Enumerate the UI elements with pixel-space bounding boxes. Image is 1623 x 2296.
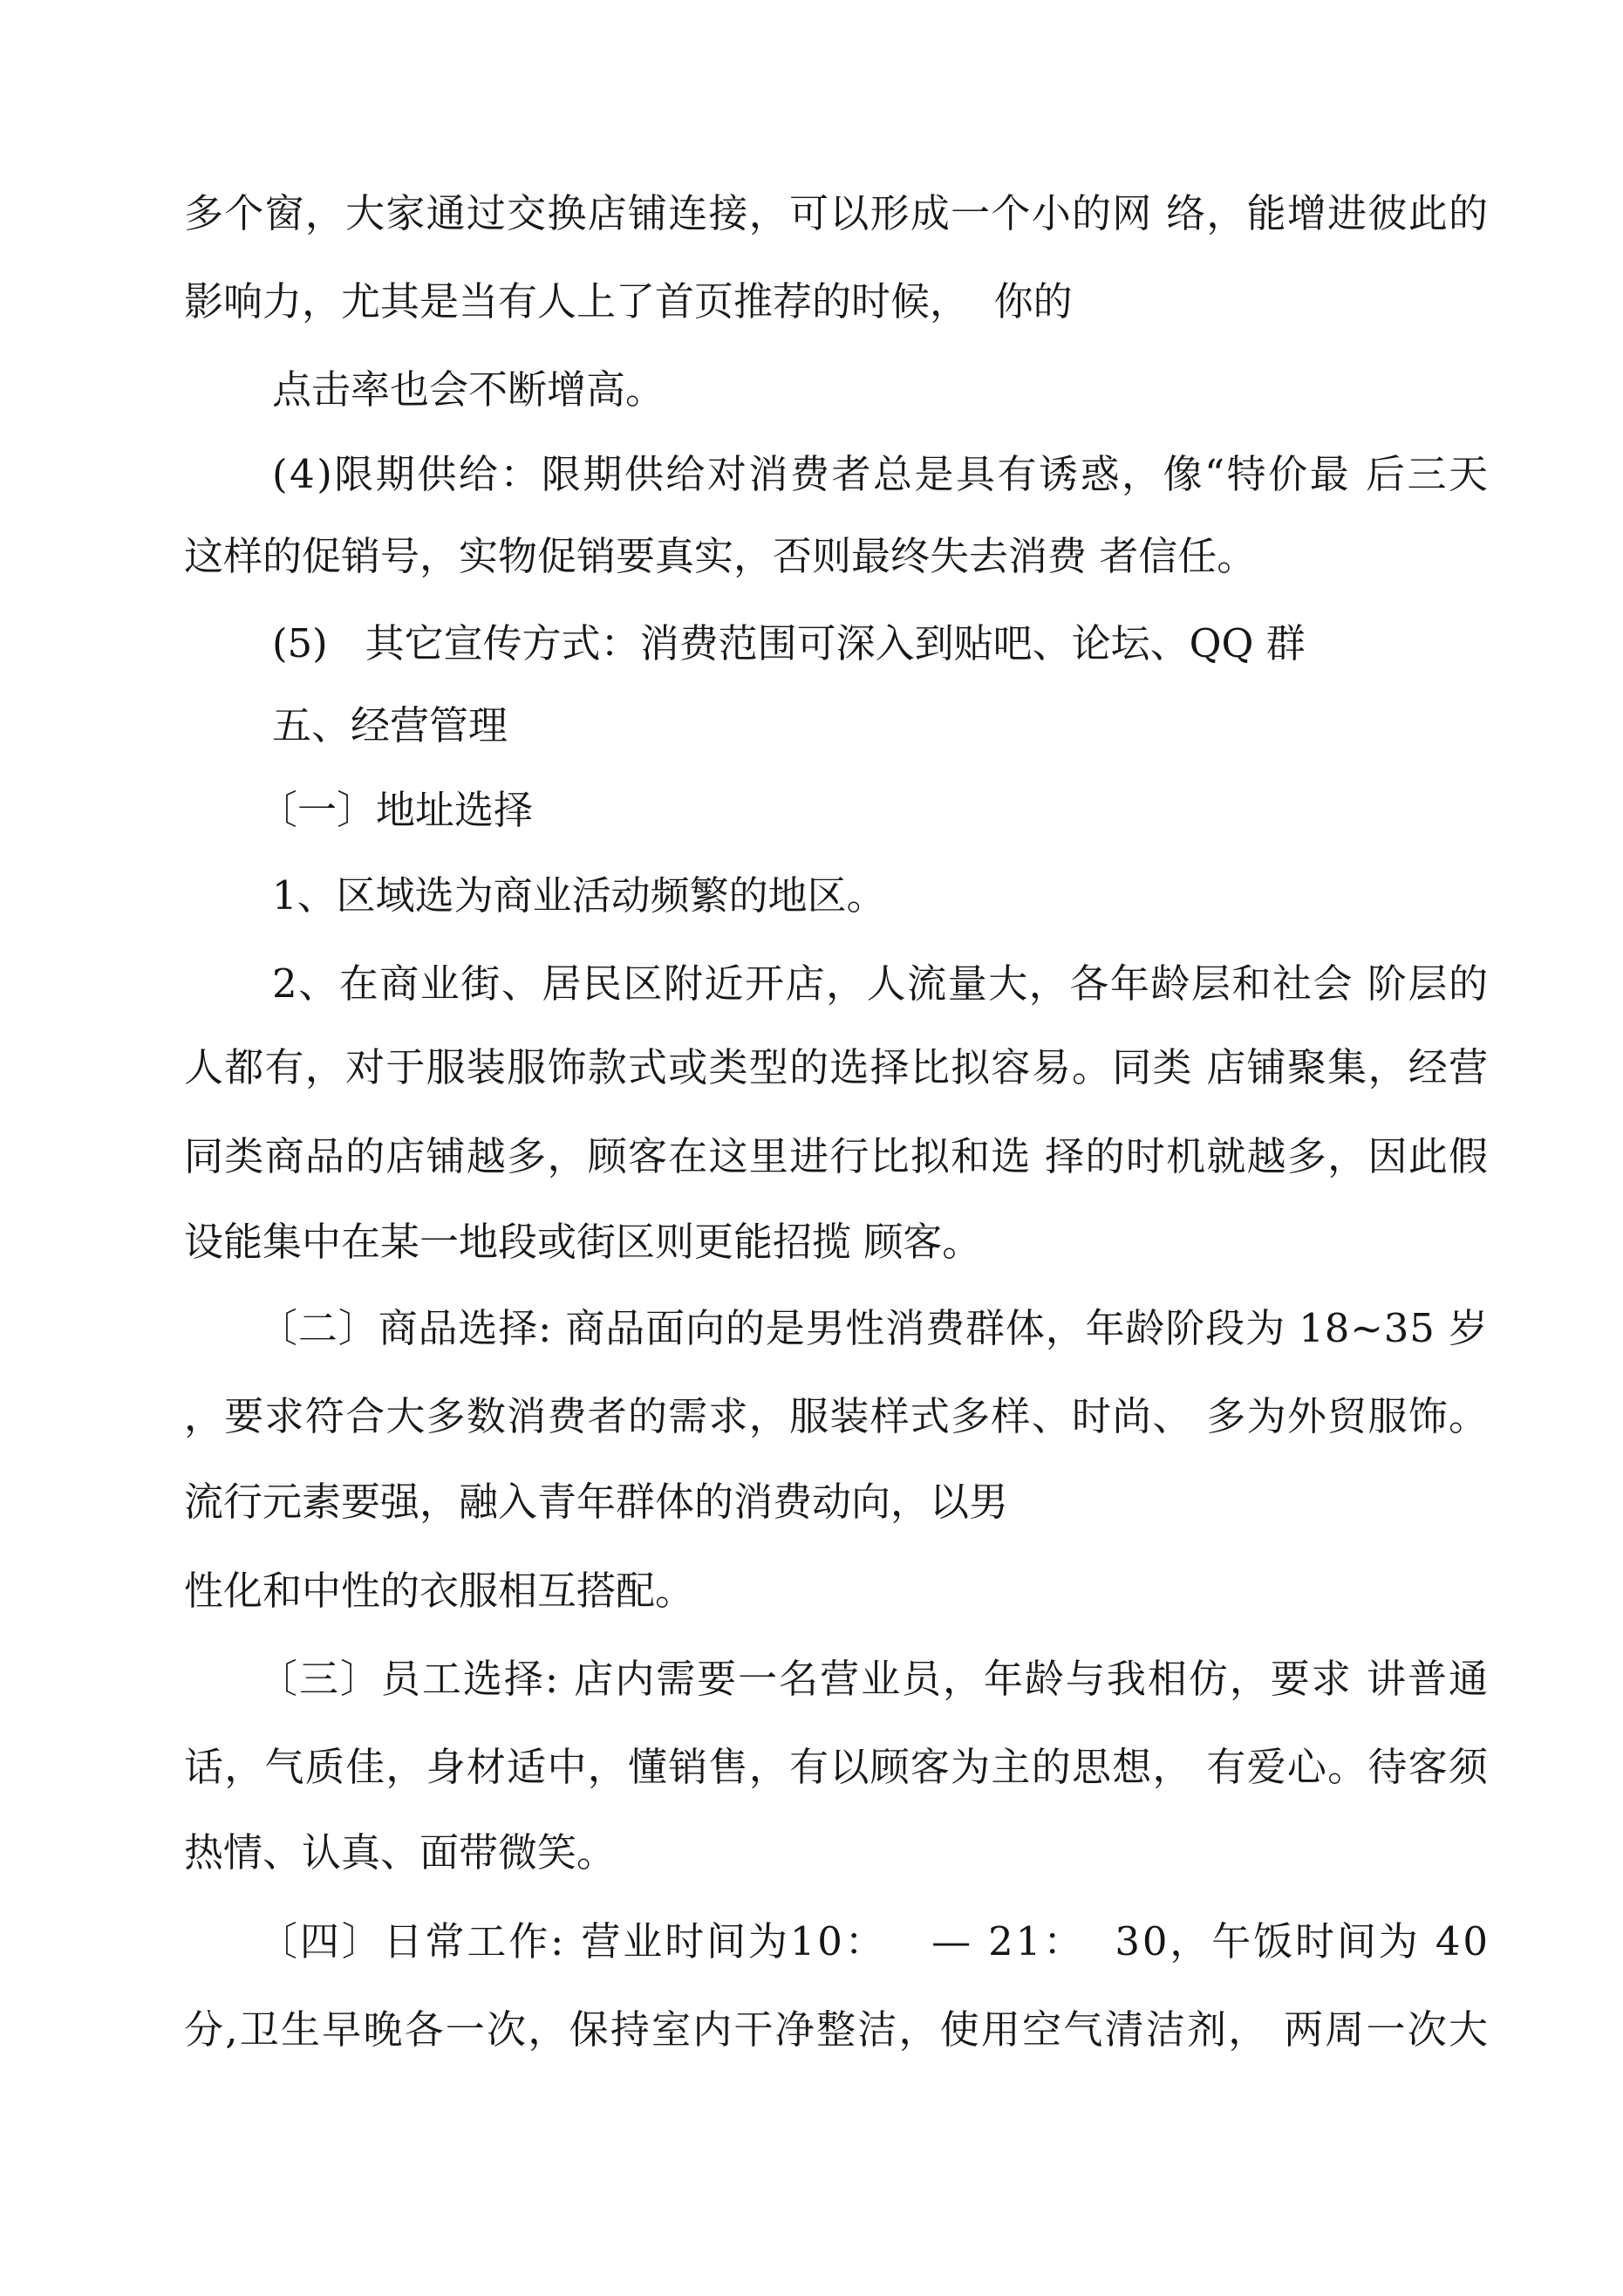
text-line-content: (4)限期供给：限期供给对消费者总是具有诱惑，像“特价最 后三天 xyxy=(272,451,1490,497)
text-line-content: 点击率也会不断增高。 xyxy=(272,366,665,413)
text-line-content: 多个窗，大家通过交换店铺连接，可以形成一个小的网 络，能增进彼此的 xyxy=(184,190,1490,236)
text-line xyxy=(272,364,665,416)
section-heading xyxy=(272,700,508,752)
text-line-content: 2、在商业街、居民区附近开店，人流量大，各年龄层和社会 阶层的 xyxy=(272,960,1490,1007)
text-line xyxy=(272,958,1490,1010)
text-line-content: ，要求符合大多数消费者的需求，服装样式多样、时尚、 多为外贸服饰。 xyxy=(184,1393,1490,1439)
text-line xyxy=(184,276,1073,328)
text-line xyxy=(184,1216,981,1268)
text-line xyxy=(184,1827,616,1879)
text-line xyxy=(184,530,1256,583)
text-line-content: 话，气质佳，身材适中，懂销售，有以顾客为主的思想， 有爱心。待客须 xyxy=(184,1744,1490,1790)
text-line xyxy=(184,1476,1008,1528)
text-line xyxy=(272,448,1490,501)
text-line-content: 性化和中性的衣服相互搭配。 xyxy=(184,1568,695,1614)
text-line xyxy=(272,618,1306,670)
text-line-content: 同类商品的店铺越多，顾客在这里进行比拟和选 择的时机就越多，因此假 xyxy=(184,1133,1490,1179)
subsection-heading-text: 〔一〕地址选择 xyxy=(258,787,534,833)
text-line xyxy=(184,1391,1489,1443)
text-line xyxy=(272,870,886,922)
text-line-content: 分,卫生早晚各一次，保持室内干净整洁，使用空气清洁剂， 两周一次大 xyxy=(184,2006,1490,2053)
section-heading-text: 五、经营管理 xyxy=(272,702,508,748)
text-line xyxy=(184,188,1489,240)
text-line-content: 〔三〕员工选择: 店内需要一名营业员，年龄与我相仿，要求 讲普通 xyxy=(258,1656,1490,1702)
text-line xyxy=(184,1565,694,1617)
text-line xyxy=(184,1131,1489,1183)
text-line-content: 热情、认真、面带微笑。 xyxy=(184,1829,617,1876)
text-line xyxy=(258,1916,1490,1968)
text-line xyxy=(184,1741,1489,1794)
text-line xyxy=(184,2004,1490,2056)
text-line-content: 设能集中在某一地段或街区则更能招揽 顾客。 xyxy=(184,1219,982,1265)
text-line-content: 〔二〕商品选择: 商品面向的是男性消费群体，年龄阶段为 18~35 岁 xyxy=(258,1305,1489,1351)
text-line xyxy=(258,1653,1490,1705)
text-line xyxy=(184,1042,1489,1094)
text-line-content: (5) 其它宣传方式：消费范围可深入到贴吧、论坛、QQ 群 xyxy=(272,620,1306,666)
text-line-content: 1、区域选为商业活动频繁的地区。 xyxy=(272,872,886,919)
subsection-heading xyxy=(258,784,533,837)
text-line-content: 流行元素要强，融入青年群体的消费动向，以男 xyxy=(184,1479,1009,1525)
text-line-content: 人都有，对于服装服饰款式或类型的选择比拟容易。同类 店铺聚集，经营 xyxy=(184,1044,1490,1090)
text-line-content: 〔四〕日常工作: 营业时间为10： — 21： 30，午饭时间为 40 xyxy=(258,1918,1490,1965)
text-line-content: 这样的促销号，实物促销要真实，否则最终失去消费 者信任。 xyxy=(184,533,1257,579)
text-line-content: 影响力，尤其是当有人上了首页推荐的时候， 你的 xyxy=(184,278,1073,325)
text-line xyxy=(258,1302,1489,1355)
